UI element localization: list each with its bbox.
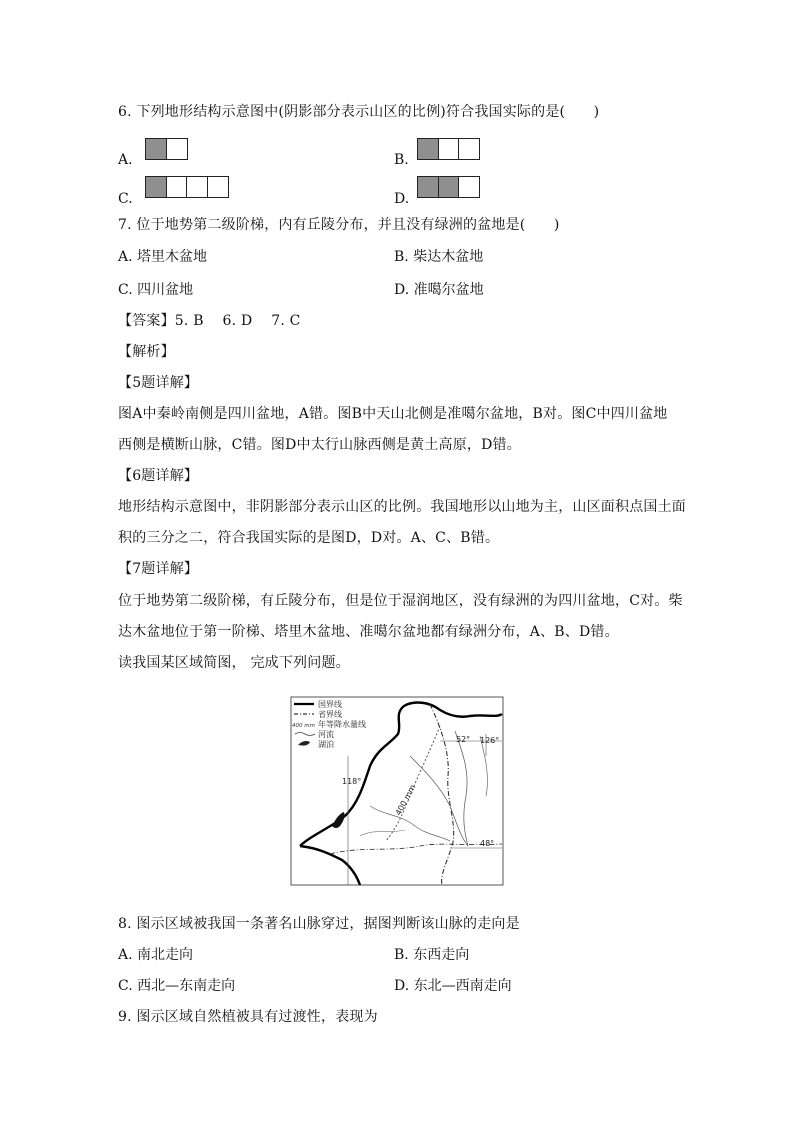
label-52-deg: 52° [456, 735, 471, 744]
q8-option-a: A. 南北走向 [118, 947, 194, 963]
question-7-stem: 7. 位于地势第二级阶梯，内有丘陵分布，并且没有绿洲的盆地是( ) [118, 217, 560, 233]
q6-option-c-label: C. [118, 191, 133, 207]
question-9-stem: 9. 图示区域自然植被具有过渡性，表现为 [118, 1009, 378, 1025]
detail-6-line-2: 积的三分之二，符合我国实际的是图D，D对。A、C、B错。 [118, 530, 500, 546]
q7-option-b: B. 柴达木盆地 [394, 249, 484, 265]
detail-6-line-1: 地形结构示意图中，非阴影部分表示山区的比例。我国地形以山地为主，山区面积点国土面 [118, 499, 686, 515]
legend-isohyet-sample: 400 mm [292, 723, 315, 729]
q7-option-a: A. 塔里木盆地 [118, 249, 208, 265]
q6-option-d-label: D. [394, 191, 410, 207]
q6-option-a-diagram [146, 138, 188, 160]
detail-5-line-2: 西侧是横断山脉，C错。图D中太行山脉西侧是黄土高原，D错。 [118, 437, 521, 453]
legend-isohyet: 年等降水量线 [318, 720, 366, 729]
label-118-deg: 118° [342, 777, 362, 786]
q6-option-a-label: A. [118, 152, 133, 168]
legend-river: 河流 [318, 730, 334, 739]
detail-7-title: 【7题详解】 [118, 561, 199, 577]
detail-5-title: 【5题详解】 [118, 375, 199, 391]
empty-box [458, 138, 480, 160]
region-map [290, 696, 504, 886]
empty-box [186, 176, 208, 198]
detail-7-line-1: 位于地势第二级阶梯，有丘陵分布，但是位于湿润地区，没有绿洲的为四川盆地，C对。柴 [118, 593, 683, 609]
q8-option-c: C. 西北—东南走向 [118, 978, 236, 994]
empty-box [207, 176, 229, 198]
shaded-box [145, 138, 167, 160]
empty-box [458, 176, 480, 198]
legend-lake: 湖泊 [318, 740, 334, 749]
label-126-deg: 126° [480, 736, 500, 745]
q6-option-d-diagram [418, 176, 480, 198]
analysis-title: 【解析】 [118, 344, 175, 360]
legend-national-border: 国界线 [318, 700, 342, 709]
detail-7-line-2: 达木盆地位于第一阶梯、塔里木盆地、准噶尔盆地都有绿洲分布，A、B、D错。 [118, 624, 619, 640]
shaded-box [438, 176, 460, 198]
shaded-box [417, 138, 439, 160]
q7-option-d: D. 准噶尔盆地 [394, 282, 484, 298]
question-6-stem: 6. 下列地形结构示意图中(阴影部分表示山区的比例)符合我国实际的是( ) [118, 104, 600, 120]
q7-option-c: C. 四川盆地 [118, 282, 194, 298]
empty-box [166, 138, 188, 160]
q6-option-b-label: B. [394, 152, 409, 168]
detail-6-title: 【6题详解】 [118, 468, 199, 484]
shaded-box [145, 176, 167, 198]
detail-5-line-1: 图A中秦岭南侧是四川盆地，A错。图B中天山北侧是准噶尔盆地，B对。图C中四川盆地 [118, 406, 668, 422]
shaded-box [417, 176, 439, 198]
legend-province-border: 省界线 [318, 710, 342, 719]
answer-line: 【答案】5. B 6. D 7. C [118, 313, 301, 329]
question-8-stem: 8. 图示区域被我国一条著名山脉穿过，据图判断该山脉的走向是 [118, 916, 520, 932]
q8-option-b: B. 东西走向 [394, 947, 470, 963]
q8-option-d: D. 东北—西南走向 [394, 978, 512, 994]
q6-option-b-diagram [418, 138, 480, 160]
empty-box [166, 176, 188, 198]
q6-option-c-diagram [146, 176, 229, 198]
map-intro: 读我国某区域简图， 完成下列问题。 [118, 655, 350, 671]
isohyet-label: 400 mm [393, 783, 418, 817]
label-48-deg: 48° [480, 839, 495, 848]
empty-box [438, 138, 460, 160]
